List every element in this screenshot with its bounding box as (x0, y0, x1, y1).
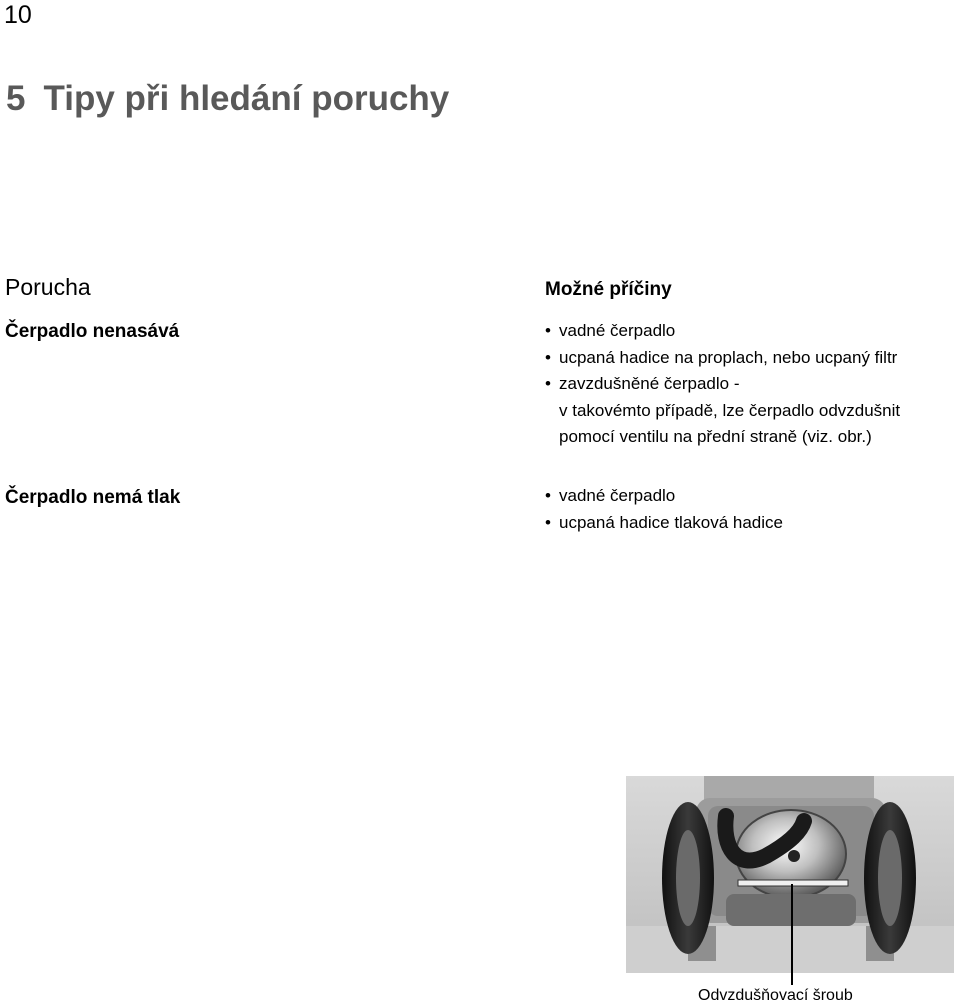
chapter-number: 5 (6, 79, 26, 118)
column-header-fault: Porucha (5, 274, 91, 300)
list-item: • zavzdušněné čerpadlo - v takovémto případě, lze čerpadlo odvzdušnit pomocí ventilu na přední straně (viz. obr.) (545, 371, 900, 451)
list-item-continuation: pomocí ventilu na přední straně (viz. obr.) (559, 427, 872, 446)
chapter-heading (6, 78, 449, 120)
column-header-cause: Možné příčiny (545, 279, 672, 300)
list-item: • vadné čerpadlo (545, 318, 900, 345)
page-number: 10 (4, 1, 32, 29)
chapter-title: Tipy při hledání poruchy (43, 79, 450, 118)
caption-leader-line (791, 973, 793, 985)
list-item: • ucpaná hadice tlaková hadice (545, 510, 783, 537)
cause-list (545, 483, 783, 536)
list-item: • vadné čerpadlo (545, 483, 783, 510)
cause-list (545, 318, 900, 451)
list-item: • ucpaná hadice na proplach, nebo ucpaný filtr (545, 345, 900, 372)
figure-caption: Odvzdušňovací šroub (698, 987, 853, 1004)
fault-label: Čerpadlo nemá tlak (5, 487, 181, 508)
list-item-continuation: v takovémto případě, lze čerpadlo odvzdušnit (559, 400, 901, 420)
fault-label: Čerpadlo nenasává (5, 321, 180, 342)
pump-photo (626, 776, 954, 973)
